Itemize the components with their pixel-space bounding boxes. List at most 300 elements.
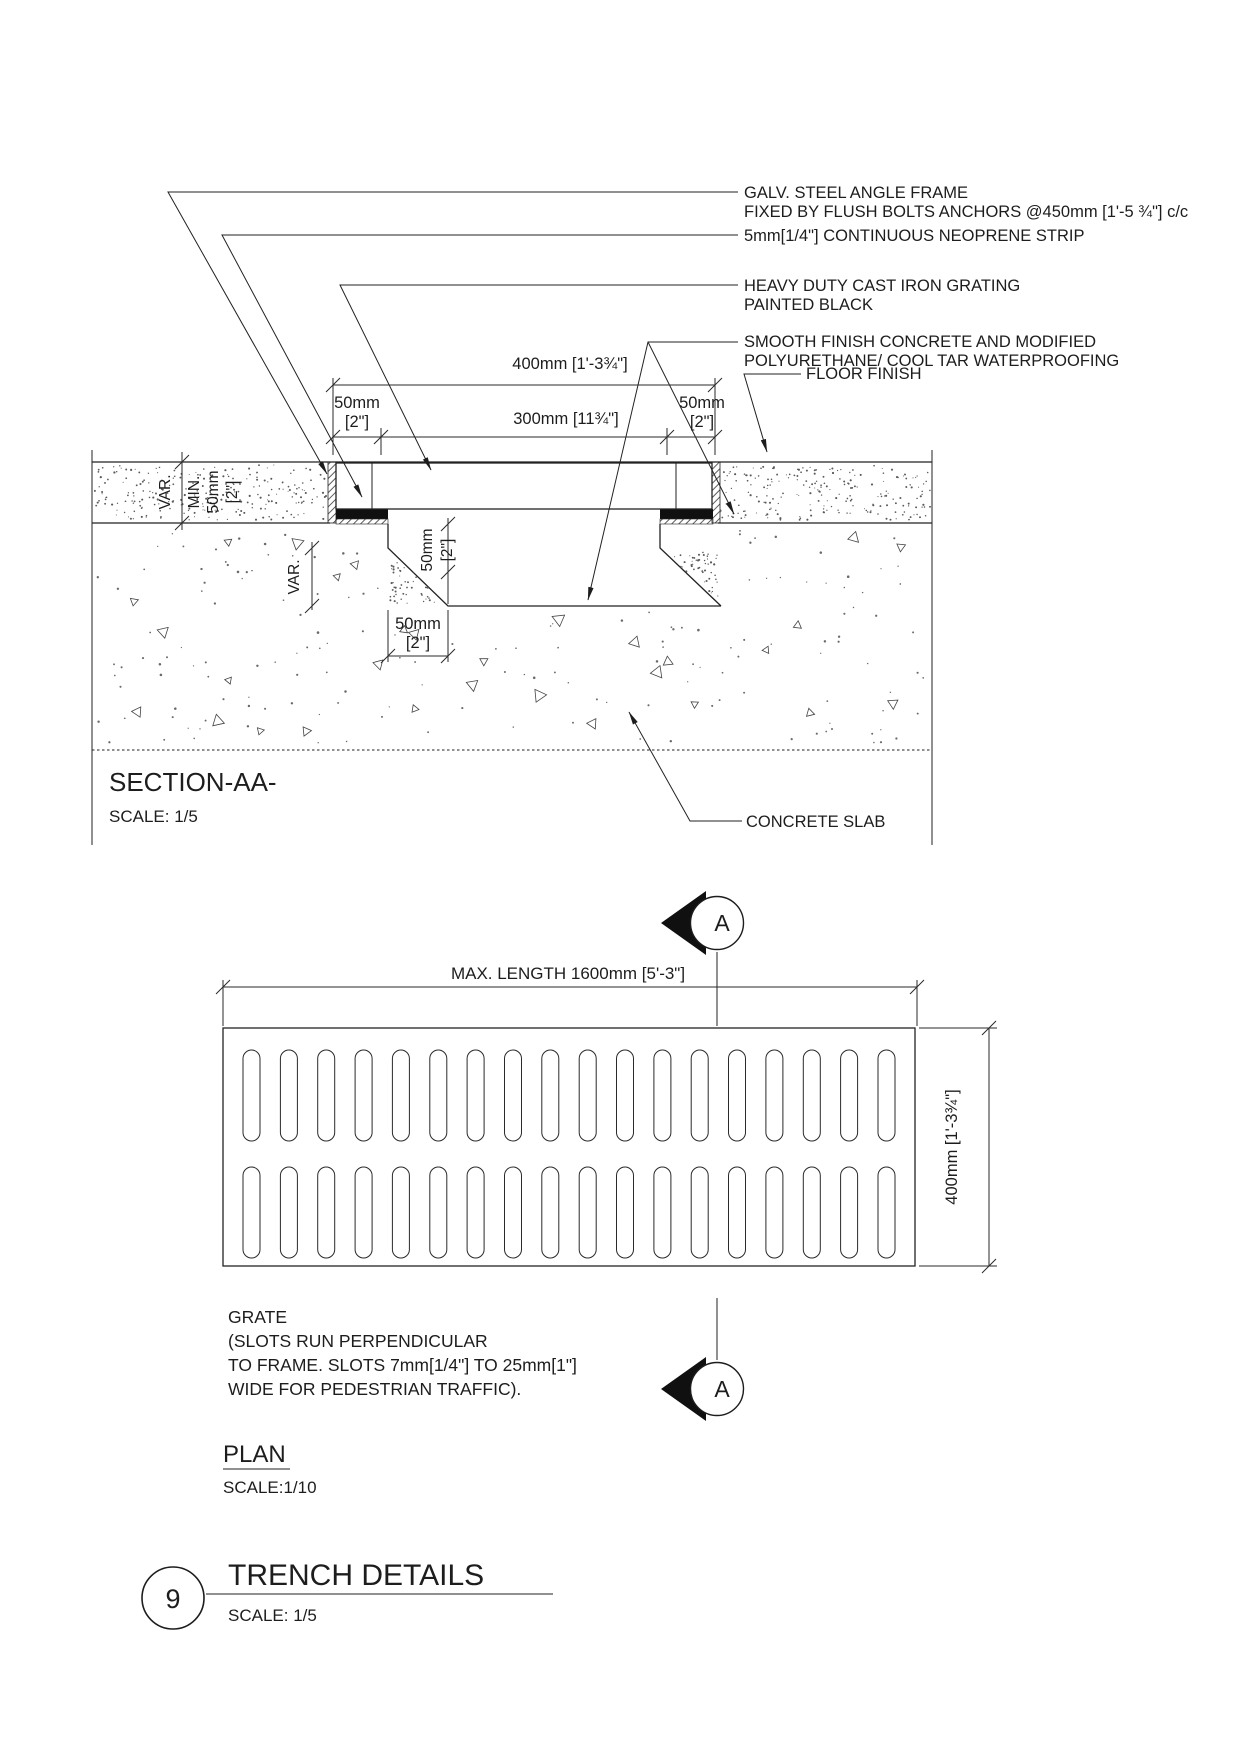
stipple-dot [289, 489, 291, 491]
stipple-dot [249, 474, 251, 476]
stipple-dot [276, 494, 277, 495]
stipple-dot [297, 514, 298, 515]
stipple-dot [662, 641, 664, 643]
stipple-dot [852, 505, 853, 506]
stipple-dot [890, 519, 892, 521]
stipple-dot [293, 492, 294, 493]
stipple-dot [391, 565, 393, 567]
stipple-dot [133, 503, 134, 504]
stipple-dot [131, 500, 132, 501]
stipple-dot [824, 640, 826, 642]
stipple-dot [174, 470, 176, 472]
stipple-dot [899, 583, 901, 585]
stipple-dot [809, 492, 811, 494]
stipple-dot [710, 561, 712, 563]
stipple-dot [803, 484, 805, 486]
stipple-dot [108, 741, 110, 743]
stipple-dot [94, 490, 96, 492]
stipple-dot [800, 518, 802, 520]
stipple-dot [247, 501, 249, 503]
title-block [142, 1559, 553, 1629]
callout-galv-line1: GALV. STEEL ANGLE FRAME [744, 184, 969, 202]
plan-title: PLAN [223, 1441, 286, 1468]
grate-note-line3: TO FRAME. SLOTS 7mm[1/4"] TO 25mm[1"] [228, 1355, 577, 1375]
stipple-dot [726, 503, 727, 504]
stipple-triangle [225, 677, 232, 684]
stipple-dot [908, 503, 910, 505]
stipple-triangle [350, 561, 358, 570]
stipple-dot [744, 473, 746, 475]
stipple-dot [282, 517, 284, 519]
stipple-dot [166, 656, 168, 658]
stipple-dot [895, 502, 897, 504]
stipple-dot [754, 537, 756, 539]
stipple-dot [256, 479, 258, 481]
dim-var-min [157, 452, 241, 530]
stipple-dot [101, 491, 103, 493]
dim-chamfer-vertical [419, 517, 456, 604]
grate-slot [392, 1050, 409, 1141]
stipple-dot [264, 479, 266, 481]
stipple-dot [720, 509, 722, 511]
stipple-triangle [373, 660, 383, 670]
stipple-dot [899, 497, 901, 499]
stipple-dot [728, 515, 729, 516]
stipple-triangle [650, 666, 662, 678]
stipple-dot [923, 483, 924, 484]
stipple-dot [839, 478, 841, 480]
stipple-dot [193, 738, 195, 740]
stipple-dot [197, 474, 199, 476]
stipple-dot [348, 597, 350, 599]
stipple-dot [763, 502, 764, 503]
stipple-dot [114, 675, 116, 677]
grating-section [336, 463, 712, 509]
stipple-dot [843, 613, 845, 615]
stipple-dot [146, 515, 147, 516]
stipple-dot [852, 469, 854, 471]
stipple-dot [304, 490, 305, 491]
grate-slot [505, 1050, 522, 1141]
stipple-dot [897, 477, 899, 479]
stipple-dot [199, 474, 201, 476]
stipple-triangle [807, 708, 815, 716]
stipple-dot [882, 710, 883, 711]
stipple-dot [142, 490, 144, 492]
stipple-triangle [213, 714, 225, 726]
stipple-dot [692, 663, 694, 665]
stipple-dot [389, 706, 390, 707]
stipple-dot [270, 478, 272, 480]
stipple-dot [829, 723, 830, 724]
dim-min-3: [2"] [224, 480, 241, 504]
stipple-dot [98, 500, 100, 502]
stipple-dot [251, 570, 253, 572]
stipple-dot [758, 500, 760, 502]
stipple-dot [680, 566, 682, 568]
stipple-dot [119, 686, 121, 688]
stipple-dot [300, 496, 302, 498]
stipple-dot [98, 469, 100, 471]
stipple-dot [425, 599, 426, 600]
stipple-dot [414, 661, 416, 663]
stipple-dot [873, 742, 875, 744]
stipple-dot [704, 560, 706, 562]
stipple-dot [726, 492, 727, 493]
stipple-dot [290, 514, 292, 516]
stipple-dot [727, 475, 728, 476]
stipple-dot [189, 474, 190, 475]
stipple-dot [124, 717, 126, 719]
stipple-triangle [793, 621, 801, 629]
stipple-dot [766, 578, 767, 579]
stipple-dot [174, 475, 176, 477]
stipple-dot [843, 481, 845, 483]
stipple-dot [107, 479, 109, 481]
grate-slots [243, 1050, 895, 1258]
stipple-dot [404, 581, 406, 583]
stipple-dot [160, 674, 163, 677]
leader-neoprene [222, 235, 738, 497]
detail-number: 9 [165, 1584, 181, 1614]
stipple-dot [831, 467, 833, 469]
stipple-dot [394, 600, 396, 602]
stipple-dot [400, 584, 402, 586]
stipple-dot [105, 499, 107, 501]
stipple-dot [163, 739, 165, 741]
grate-note-line1: GRATE [228, 1307, 287, 1327]
stipple-dot [427, 731, 429, 733]
stipple-dot [288, 486, 290, 488]
stipple-dot [258, 464, 260, 466]
stipple-dot [844, 484, 846, 486]
stipple-dot [407, 581, 409, 583]
stipple-dot [572, 722, 574, 724]
stipple-dot [227, 564, 229, 566]
stipple-dot [810, 515, 812, 517]
stipple-dot [142, 657, 144, 659]
stipple-dot [769, 509, 771, 511]
stipple-dot [689, 555, 690, 556]
stipple-dot [152, 497, 154, 499]
stipple-dot [767, 517, 768, 518]
grate-slot [392, 1167, 409, 1258]
stipple-dot [125, 500, 127, 502]
stipple-dot [924, 506, 926, 508]
stipple-dot [810, 504, 811, 505]
stipple-dot [97, 576, 99, 578]
stipple-dot [305, 468, 307, 470]
grate-slot [280, 1167, 297, 1258]
callout-floor-finish: FLOOR FINISH [806, 365, 922, 383]
stipple-dot [148, 482, 149, 483]
stipple-dot [693, 557, 695, 559]
stipple-dot [775, 510, 776, 511]
stipple-triangle [587, 719, 596, 729]
stipple-dot [844, 587, 846, 589]
stipple-dot [278, 488, 280, 490]
stipple-dot [273, 464, 274, 465]
stipple-dot [915, 506, 917, 508]
stipple-dot [800, 471, 802, 473]
stipple-dot [207, 676, 209, 678]
stipple-dot [851, 487, 853, 489]
stipple-dot [729, 473, 730, 474]
stipple-dot [824, 483, 826, 485]
stipple-dot [648, 612, 650, 614]
grate-slot [467, 1050, 484, 1141]
neoprene-strip-left [336, 519, 388, 524]
stipple-dot [772, 498, 774, 500]
stipple-triangle [224, 539, 232, 546]
callout-grating-line2: PAINTED BLACK [744, 296, 873, 314]
stipple-dot [399, 570, 400, 571]
grate-slot [430, 1050, 447, 1141]
stipple-dot [319, 647, 321, 649]
stipple-dot [734, 473, 736, 475]
stipple-dot [113, 471, 115, 473]
stipple-dot [248, 468, 250, 470]
grate-slot [243, 1050, 260, 1141]
stipple-dot [504, 671, 506, 673]
stipple-dot [242, 578, 243, 579]
stipple-dot [621, 619, 623, 621]
grate-slot [579, 1167, 596, 1258]
dim-max-length-label: MAX. LENGTH 1600mm [5'-3"] [450, 964, 686, 983]
stipple-dot [707, 553, 708, 554]
stipple-dot [149, 632, 151, 634]
section-marker-top-label: A [714, 910, 730, 936]
stipple-dot [698, 559, 700, 561]
stipple-dot [181, 647, 182, 648]
stipple-dot [925, 515, 927, 517]
stipple-dot [922, 677, 924, 679]
stipple-dot [693, 569, 695, 571]
stipple-dot [781, 496, 782, 497]
callout-waterproofing-line2: POLYURETHANE/ COOL TAR WATERPROOFING [744, 352, 1120, 370]
stipple-dot [116, 510, 117, 511]
stipple-dot [731, 516, 732, 517]
stipple-dot [810, 467, 811, 468]
stipple-dot [146, 516, 147, 517]
stipple-dot [711, 592, 712, 593]
grate-slot [654, 1167, 671, 1258]
stipple-dot [744, 517, 745, 518]
grate-slot [280, 1050, 297, 1141]
stipple-dot [850, 479, 852, 481]
stipple-dot [237, 571, 240, 574]
grate-slot [318, 1050, 335, 1141]
stipple-dot [154, 504, 156, 506]
stipple-dot [777, 513, 779, 515]
stipple-dot [839, 494, 840, 495]
stipple-dot [271, 489, 273, 491]
stipple-dot [825, 582, 826, 583]
stipple-dot [139, 505, 141, 507]
stipple-dot [816, 733, 818, 735]
stipple-dot [116, 471, 117, 472]
stipple-triangle [292, 539, 304, 550]
plan-scale: SCALE:1/10 [223, 1478, 317, 1497]
stipple-dot [260, 508, 262, 510]
stipple-dot [395, 590, 397, 592]
frame-leg-right [712, 462, 720, 523]
stipple-dot [877, 496, 878, 497]
stipple-dot [806, 581, 807, 582]
stipple-dot [916, 514, 917, 515]
stipple-dot [125, 469, 127, 471]
stipple-dot [104, 503, 106, 505]
stipple-dot [823, 505, 824, 506]
stipple-dot [550, 625, 552, 627]
stipple-dot [811, 483, 813, 485]
stipple-dot [871, 733, 873, 735]
stipple-dot [896, 518, 897, 519]
stipple-dot [406, 587, 408, 589]
stipple-dot [883, 481, 884, 482]
leader-grating [340, 285, 738, 470]
stipple-dot [672, 628, 674, 630]
stipple-dot [407, 603, 408, 604]
stipple-dot [215, 548, 217, 550]
stipple-dot [202, 509, 203, 510]
stipple-dot [721, 517, 723, 519]
stipple-dot [139, 501, 141, 503]
stipple-dot [389, 599, 391, 601]
stipple-triangle [535, 689, 547, 702]
stipple-dot [119, 465, 120, 466]
grate-note-line4: WIDE FOR PEDESTRIAN TRAFFIC). [228, 1379, 522, 1399]
stipple-dot [225, 561, 227, 563]
dim-lip-left-1: 50mm [334, 394, 380, 412]
stipple-triangle [132, 707, 141, 717]
stipple-dot [396, 562, 397, 563]
stipple-dot [827, 500, 828, 501]
stipple-dot [817, 489, 818, 490]
stipple-dot [702, 552, 704, 554]
leader-lines [168, 192, 801, 821]
stipple-dot [703, 554, 705, 556]
dim-300-label: 300mm [11¾"] [513, 410, 619, 428]
stipple-dot [802, 467, 803, 468]
stipple-dot [342, 552, 345, 555]
stipple-dot [116, 515, 117, 516]
stipple-dot [917, 713, 919, 715]
grate-slot [542, 1167, 559, 1258]
stipple-dot [799, 519, 801, 521]
grate-slot [430, 1167, 447, 1258]
stipple-dot [346, 741, 347, 742]
grate-note-line2: (SLOTS RUN PERPENDICULAR [228, 1331, 488, 1351]
grate-slot [505, 1167, 522, 1258]
stipple-dot [246, 478, 247, 479]
stipple-dot [745, 514, 747, 516]
stipple-dot [714, 575, 716, 577]
stipple-dot [135, 469, 136, 470]
stipple-dot [739, 533, 741, 535]
stipple-dot [853, 607, 854, 608]
stipple-dot [730, 471, 731, 472]
stipple-dot [319, 714, 320, 715]
stipple-dot [227, 474, 228, 475]
stipple-dot [451, 643, 453, 645]
stipple-dot [823, 511, 825, 513]
grate-slot [617, 1050, 634, 1141]
stipple-dot [421, 594, 422, 595]
stipple-dot [798, 469, 800, 471]
stipple-dot [749, 579, 751, 581]
stipple-dot [123, 482, 124, 483]
stipple-dot [183, 513, 184, 514]
stipple-dot [322, 518, 324, 520]
stipple-dot [918, 487, 919, 488]
stipple-dot [461, 707, 463, 709]
stipple-dot [303, 513, 304, 514]
stipple-dot [148, 473, 149, 474]
stipple-dot [136, 484, 138, 486]
stipple-dot [832, 472, 834, 474]
stipple-dot [722, 672, 724, 674]
stipple-dot [893, 537, 895, 539]
stipple-dot [314, 556, 316, 558]
stipple-dot [710, 572, 711, 573]
stipple-dot [302, 489, 303, 490]
stipple-dot [117, 503, 118, 504]
stipple-dot [743, 692, 745, 694]
dim-min-2: 50mm [205, 470, 222, 514]
stipple-dot [217, 519, 218, 520]
stipple-dot [194, 512, 196, 514]
stipple-dot [875, 615, 877, 617]
stipple-dot [271, 500, 273, 502]
stipple-dot [362, 630, 364, 632]
stipple-dot [814, 473, 816, 475]
stipple-dot [257, 494, 259, 496]
stipple-dot [776, 474, 778, 476]
stipple-dot [240, 510, 242, 512]
stipple-dot [796, 475, 798, 477]
stipple-dot [902, 505, 904, 507]
stipple-dot [731, 488, 732, 489]
stipple-dot [706, 580, 708, 582]
stipple-dot [806, 470, 808, 472]
stipple-dot [134, 501, 136, 503]
stipple-dot [267, 467, 268, 468]
stipple-dot [719, 699, 721, 701]
stipple-dot [809, 487, 810, 488]
stipple-dot [771, 643, 772, 644]
stipple-dot [262, 517, 264, 519]
stipple-dot [391, 582, 393, 584]
stipple-dot [429, 599, 431, 601]
stipple-dot [921, 506, 922, 507]
stipple-dot [884, 495, 885, 496]
stipple-dot [917, 672, 919, 674]
stipple-dot [128, 492, 129, 493]
stipple-dot [736, 466, 737, 467]
stipple-dot [730, 647, 732, 649]
stipple-triangle [412, 705, 419, 712]
stipple-dot [880, 741, 882, 743]
stipple-dot [847, 575, 850, 578]
stipple-dot [737, 513, 738, 514]
stipple-dot [724, 480, 725, 481]
stipple-dot [194, 516, 195, 517]
stipple-dot [296, 502, 297, 503]
stipple-dot [111, 504, 113, 506]
stipple-dot [769, 502, 771, 504]
stipple-dot [763, 486, 765, 488]
